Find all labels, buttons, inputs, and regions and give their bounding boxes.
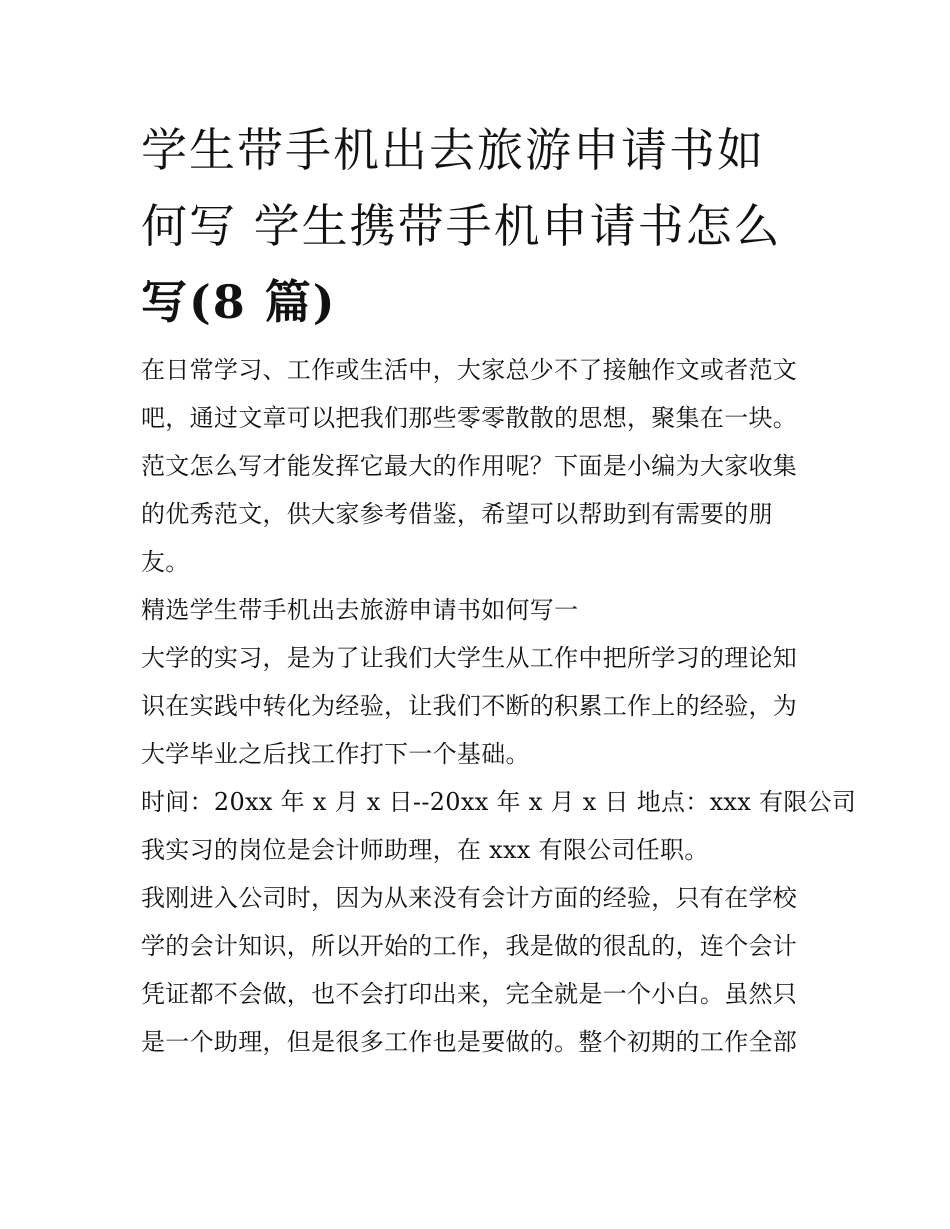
- paragraph-2: [141, 874, 821, 1066]
- position-line: 我实习的岗位是会计师助理，在 xxx 有限公司任职。: [141, 836, 709, 864]
- paragraph-2-line-1: 我刚进入公司时，因为从来没有会计方面的经验，只有在学校: [141, 884, 798, 912]
- intro-line-3: 范文怎么写才能发挥它最大的作用呢？下面是小编为大家收集: [141, 452, 798, 480]
- paragraph-1-line-2: 识在实践中转化为经验，让我们不断的积累工作上的经验，为: [141, 692, 798, 720]
- intro-paragraph: [141, 346, 821, 586]
- paragraph-1-line-3: 大学毕业之后找工作打下一个基础。: [141, 740, 530, 768]
- title-line-2: 何写 学生携带手机申请书怎么: [141, 199, 782, 253]
- document-title: [141, 112, 821, 340]
- paragraph-2-line-4: 是一个助理，但是很多工作也是要做的。整个初期的工作全部: [141, 1028, 798, 1056]
- document-body: [141, 346, 857, 1066]
- title-line-1: 学生带手机出去旅游申请书如: [141, 123, 765, 177]
- paragraph-2-line-2: 学的会计知识，所以开始的工作，我是做的很乱的，连个会计: [141, 932, 798, 960]
- intro-line-5: 友。: [141, 548, 190, 576]
- paragraph-1-line-1: 大学的实习，是为了让我们大学生从工作中把所学习的理论知: [141, 644, 798, 672]
- paragraph-1: [141, 634, 821, 778]
- title-line-3: 写(8 篇): [141, 275, 337, 329]
- paragraph-2-line-3: 凭证都不会做，也不会打印出来，完全就是一个小白。虽然只: [141, 980, 798, 1008]
- document-page: [141, 112, 857, 1066]
- intro-line-2: 吧，通过文章可以把我们那些零零散散的思想，聚集在一块。: [141, 404, 798, 432]
- section-heading: 精选学生带手机出去旅游申请书如何写一: [141, 596, 579, 624]
- intro-line-4: 的优秀范文，供大家参考借鉴，希望可以帮助到有需要的朋: [141, 500, 773, 528]
- time-place-line: 时间：20xx 年 x 月 x 日--20xx 年 x 月 x 日 地点：xxx 有限公司: [141, 788, 857, 816]
- intro-line-1: 在日常学习、工作或生活中，大家总少不了接触作文或者范文: [141, 356, 798, 384]
